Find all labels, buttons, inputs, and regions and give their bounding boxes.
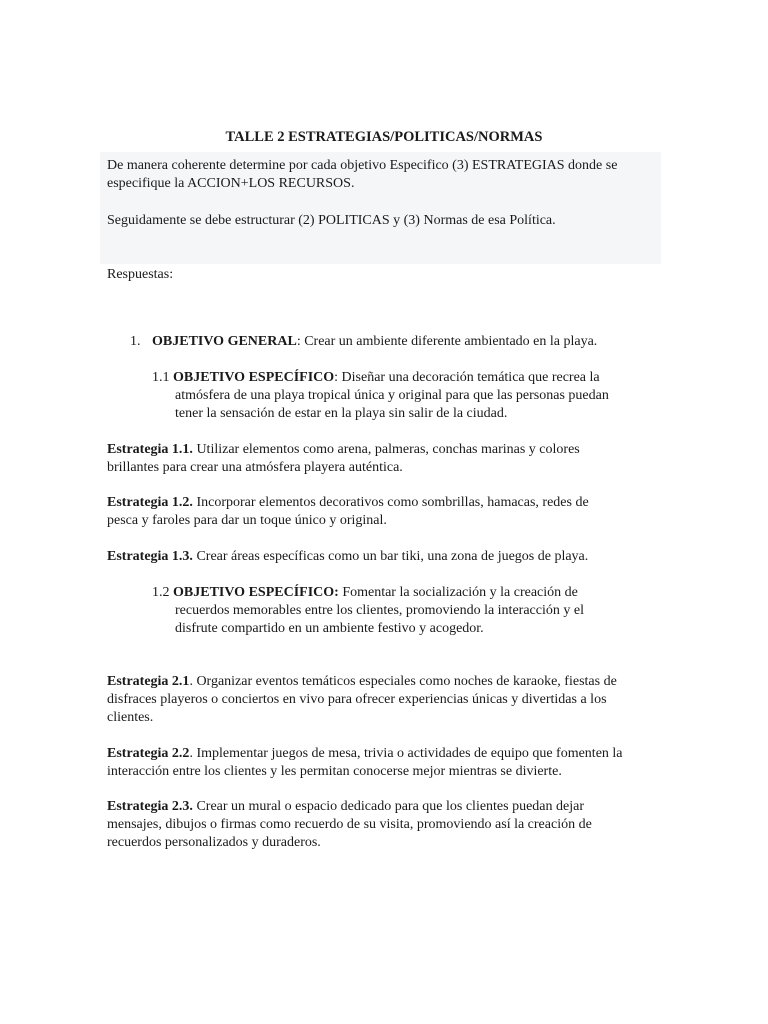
objetivo-especifico-label: OBJETIVO ESPECÍFICO — [173, 370, 335, 385]
estrategia-2-1 — [107, 673, 663, 727]
instructions-paragraph — [107, 212, 663, 230]
estrategia-1-2 — [107, 494, 663, 530]
estrategia-1-1 — [107, 441, 663, 477]
objetivo-text: Fomentar la socialización y la creación de — [338, 585, 578, 600]
objetivo-text-line: atmósfera de una playa tropical única y original para que las personas puedan — [175, 388, 609, 403]
respuestas-label: Respuestas: — [107, 267, 174, 282]
estrategia-text: clientes. — [107, 710, 154, 725]
estrategia-text: mensajes, dibujos o firmas como recuerdo de su visita, promoviendo así la creación de — [107, 817, 592, 832]
estrategia-label: Estrategia 2.3. — [107, 799, 193, 814]
list-number: 1. — [130, 334, 141, 349]
estrategia-label: Estrategia 2.1 — [107, 674, 190, 689]
objetivo-prefix: 1.2 — [152, 585, 173, 600]
objetivo-general-label: OBJETIVO GENERAL — [152, 334, 297, 349]
objetivo-text: : Diseñar una decoración temática que recrea la — [334, 370, 600, 385]
estrategia-2-3 — [107, 798, 663, 852]
objetivo-general-text: : Crear un ambiente diferente ambientado en la playa. — [296, 334, 598, 349]
estrategia-text: pesca y faroles para dar un toque único y original. — [107, 513, 387, 528]
intro-line: especifique la ACCION+LOS RECURSOS. — [107, 176, 355, 191]
page-title: TALLE 2 ESTRATEGIAS/POLITICAS/NORMAS — [225, 129, 543, 145]
estrategia-text: . Organizar eventos temáticos especiales como noches de karaoke, fiestas de — [189, 674, 617, 689]
objetivo-general — [152, 333, 662, 351]
objetivo-especifico-1-2 — [152, 584, 662, 602]
estrategia-text: Incorporar elementos decorativos como sombrillas, hamacas, redes de — [192, 495, 589, 510]
estrategia-text: . Implementar juegos de mesa, trivia o actividades de equipo que fomenten la — [189, 746, 623, 761]
estrategia-text: disfraces playeros o conciertos en vivo para ofrecer experiencias únicas y divertidas a los — [107, 692, 607, 707]
estrategia-text: interacción entre los clientes y les permitan conocerse mejor mientras se divierte. — [107, 764, 562, 779]
objetivo-especifico-1-1 — [152, 369, 662, 387]
objetivo-text-line: tener la sensación de estar en la playa sin salir de la ciudad. — [175, 406, 508, 421]
estrategia-label: Estrategia 1.3. — [107, 549, 193, 564]
estrategia-label: Estrategia 2.2 — [107, 746, 190, 761]
objetivo-especifico-label: OBJETIVO ESPECÍFICO: — [173, 585, 339, 600]
estrategia-label: Estrategia 1.1. — [107, 442, 193, 457]
estrategia-text: Crear áreas específicas como un bar tiki, una zona de juegos de playa. — [192, 549, 589, 564]
estrategia-text: Crear un mural o espacio dedicado para que los clientes puedan dejar — [192, 799, 585, 814]
estrategia-text: brillantes para crear una atmósfera playera auténtica. — [107, 460, 403, 475]
estrategia-label: Estrategia 1.2. — [107, 495, 193, 510]
objetivo-text-line: recuerdos memorables entre los clientes, promoviendo la interacción y el — [175, 603, 584, 618]
estrategia-text: Utilizar elementos como arena, palmeras, conchas marinas y colores — [192, 442, 580, 457]
intro-line: Seguidamente se debe estructurar (2) POLITICAS y (3) Normas de esa Política. — [107, 213, 556, 228]
estrategia-text: recuerdos personalizados y duraderos. — [107, 835, 321, 850]
estrategia-2-2 — [107, 745, 663, 781]
intro-line: De manera coherente determine por cada objetivo Especifico (3) ESTRATEGIAS donde se — [107, 158, 618, 173]
instructions-paragraph — [107, 157, 663, 193]
objetivo-prefix: 1.1 — [152, 370, 173, 385]
estrategia-1-3 — [107, 548, 663, 566]
objetivo-text-line: disfrute compartido en un ambiente festivo y acogedor. — [175, 621, 484, 636]
